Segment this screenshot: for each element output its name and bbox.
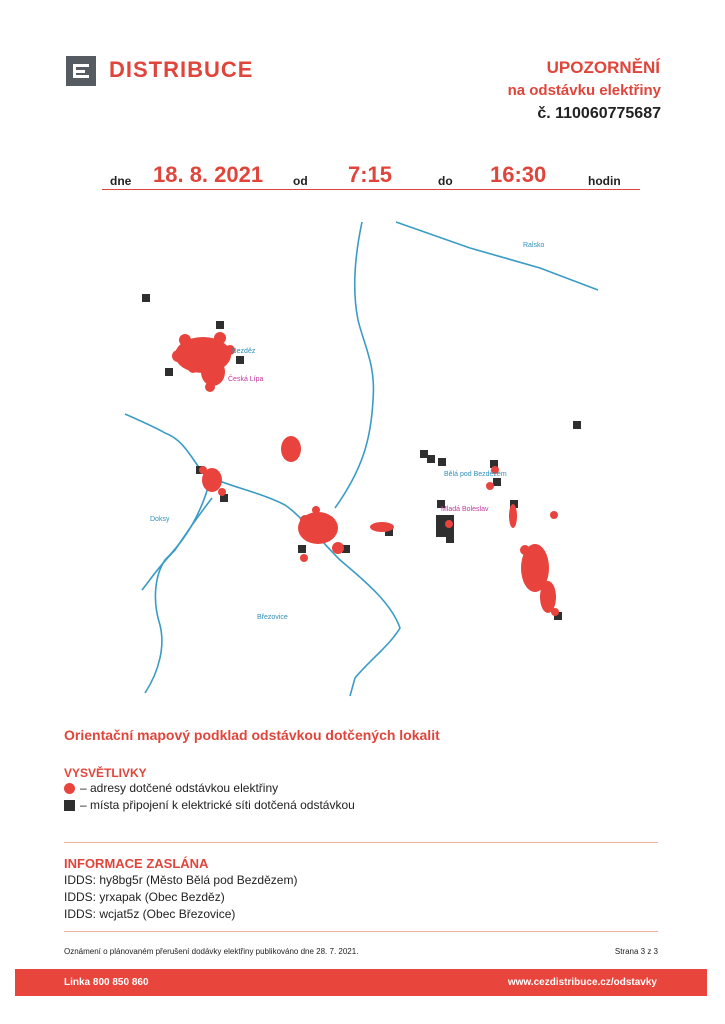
address-dot [486,482,494,490]
connection-square [427,455,435,463]
river-doksy [125,414,400,696]
address-dot [179,334,191,346]
place-label-bezdez: Bezděz [232,348,256,355]
notice-subtitle: na odstávku elektřiny [507,82,661,99]
from-time: 7:15 [348,162,393,187]
to-label: do [438,174,453,188]
place-label-bela: Bělá pod Bezdězem [444,471,507,478]
place-label-ceska-lipa: Česká Lípa [228,376,264,383]
connection-square [142,294,150,302]
place-label-ralsko: Ralsko [523,242,545,249]
map-caption: Orientační mapový podklad odstávkou dotčených lokalit [64,727,440,743]
address-dot [205,382,215,392]
place-label-brezovice: Březovice [257,614,288,621]
brand-name: DISTRIBUCE [109,57,254,82]
hotline: Linka 800 850 860 [64,977,149,988]
connection-square [236,356,244,364]
river-main [335,222,373,508]
legend-square-text: – místa připojení k elektrické síti dotčená odstávkou [80,798,355,812]
place-label-doksy: Doksy [150,516,170,523]
address-dot [218,488,226,496]
address-cluster [540,581,556,613]
info-line: IDDS: hy8bg5r (Město Bělá pod Bezdězem) [64,873,298,887]
legend-dot-text: – adresy dotčené odstávkou elektřiny [80,781,279,795]
address-cluster [370,522,394,532]
address-dot [300,554,308,562]
map-rivers [125,222,598,696]
publication-note: Oznámení o plánovaném přerušení dodávky elektřiny publikováno dne 28. 7. 2021. [64,947,359,956]
divider [64,842,658,843]
connection-square [446,535,454,543]
legend-title: VYSVĚTLIVKY [64,766,147,780]
address-dot [199,466,207,474]
address-cluster [201,358,225,386]
info-line: IDDS: yrxapak (Obec Bezděz) [64,890,225,904]
river-south [145,480,210,693]
address-dot [332,542,344,554]
address-dot [312,506,320,514]
divider [64,931,658,932]
address-dot [551,608,559,616]
address-dot [550,511,558,519]
info-title: INFORMACE ZASLÁNA [64,856,209,871]
legend-square-icon [64,800,75,811]
website-link[interactable]: www.cezdistribuce.cz/odstavky [507,977,657,988]
notice-title: UPOZORNĚNÍ [546,58,660,77]
address-dot [214,332,226,344]
address-cluster [281,436,301,462]
address-dot [188,363,198,373]
outage-date: 18. 8. 2021 [153,162,264,187]
connection-square [420,450,428,458]
address-dot [520,545,530,555]
hours-label: hodin [588,174,621,188]
notice-number: č. 110060775687 [537,105,661,122]
connection-square [573,421,581,429]
connection-square [165,368,173,376]
from-label: od [293,174,308,188]
river-ralsko [396,222,598,290]
address-dot [300,515,310,525]
address-cluster [509,504,517,528]
page-number: Strana 3 z 3 [614,947,658,956]
to-time: 16:30 [490,162,547,187]
day-label: dne [110,174,132,188]
address-dot [172,350,184,362]
connection-square [493,478,501,486]
connection-square [298,545,306,553]
connection-square [216,321,224,329]
info-line: IDDS: wcjat5z (Obec Březovice) [64,907,236,921]
legend-dot-icon [64,783,75,794]
connection-square [438,458,446,466]
address-dot [445,520,453,528]
river-branch [142,498,212,590]
place-label-mlada-boleslav: Mladá Boleslav [441,506,489,513]
